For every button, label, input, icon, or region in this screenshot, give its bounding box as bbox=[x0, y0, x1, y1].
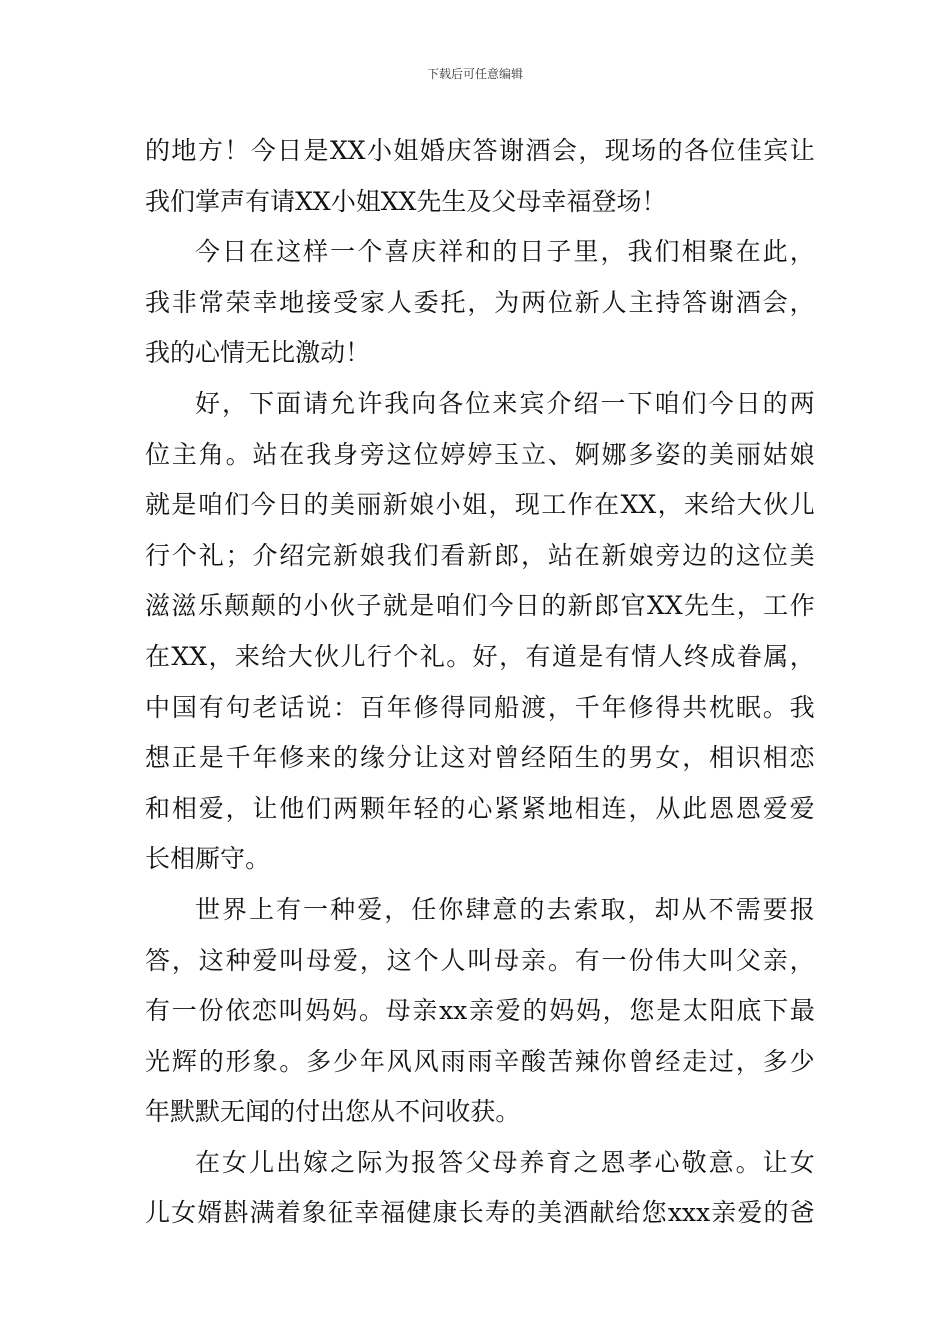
text-line: 的 地 方 ！ 今 日 是 XX 小 姐 婚 庆 答 谢 酒 会 ， 现 场 的 各 位 佳 宾 让 bbox=[145, 136, 815, 165]
text-line: 在 XX ， 来 给 大 伙 儿 行 个 礼 。 好 ， 有 道 是 有 情 人 终 成 眷 属 ， bbox=[145, 641, 815, 671]
text-line: 年 默 默 无 闻 的 付 出 您 从 不 问 收 获 。 bbox=[145, 1097, 521, 1127]
text-line: 世 界 上 有 一 种 爱 ， 任 你 肆 意 的 去 索 取 ， 却 从 不 需 要 报 bbox=[195, 894, 815, 924]
text-line: 行 个 礼 ； 介 绍 完 新 娘 我 们 看 新 郎 ， 站 在 新 娘 旁 边 的 这 位 美 bbox=[145, 540, 815, 570]
text-line: 儿 女 婿 斟 满 着 象 征 幸 福 健 康 长 寿 的 美 酒 献 给 您 xxx 亲 爱 的 爸 bbox=[145, 1198, 815, 1228]
text-line: 长 相 厮 守 。 bbox=[145, 844, 271, 874]
text-line: 今 日 在 这 样 一 个 喜 庆 祥 和 的 日 子 里 ， 我 们 相 聚 在 此 ， bbox=[195, 237, 815, 267]
text-line: 就 是 咱 们 今 日 的 美 丽 新 娘 小 姐 ， 现 工 作 在 XX ， 来 给 大 伙 儿 bbox=[145, 490, 815, 520]
text-line: 答 ， 这 种 爱 叫 母 爱 ， 这 个 人 叫 母 亲 。 有 一 份 伟 大 叫 父 亲 ， bbox=[145, 945, 815, 975]
text-line: 和 相 爱 ， 让 他 们 两 颗 年 轻 的 心 紧 紧 地 相 连 ， 从 此 恩 恩 爱 爱 bbox=[145, 793, 815, 823]
text-line: 想 正 是 千 年 修 来 的 缘 分 让 这 对 曾 经 陌 生 的 男 女 ， 相 识 相 恋 bbox=[145, 743, 815, 773]
page-header-note: 下载后可任意编辑 bbox=[426, 67, 523, 81]
text-line: 有 一 份 依 恋 叫 妈 妈 。 母 亲 xx 亲 爱 的 妈 妈 ， 您 是 太 阳 底 下 最 bbox=[145, 996, 815, 1026]
text-line: 我 非 常 荣 幸 地 接 受 家 人 委 托 ， 为 两 位 新 人 主 持 答 谢 酒 会 ， bbox=[145, 287, 815, 317]
text-line: 我 的 心 情 无 比 激 动 ！ bbox=[145, 338, 371, 368]
text-line: 位 主 角 。 站 在 我 身 旁 这 位 婷 婷 玉 立 、 婀 娜 多 姿 的 美 丽 姑 娘 bbox=[145, 439, 815, 469]
text-line: 好 ， 下 面 请 允 许 我 向 各 位 来 宾 介 绍 一 下 咱 们 今 日 的 两 bbox=[195, 388, 815, 418]
text-line: 中 国 有 句 老 话 说 ： 百 年 修 得 同 船 渡 ， 千 年 修 得 共 枕 眠 。 我 bbox=[145, 692, 815, 722]
document-body bbox=[145, 126, 815, 1239]
text-line: 在 女 儿 出 嫁 之 际 为 报 答 父 母 养 育 之 恩 孝 心 敬 意 。 让 女 bbox=[195, 1147, 815, 1177]
text-line: 我 们 掌 声 有 请 XX 小 姐 XX 先 生 及 父 母 幸 福 登 场 ！ bbox=[145, 186, 667, 216]
text-line: 光 辉 的 形 象 。 多 少 年 风 风 雨 雨 辛 酸 苦 辣 你 曾 经 走 过 ， 多 少 bbox=[145, 1046, 815, 1076]
text-line: 滋 滋 乐 颠 颠 的 小 伙 子 就 是 咱 们 今 日 的 新 郎 官 XX 先 生 ， 工 作 bbox=[145, 591, 815, 621]
